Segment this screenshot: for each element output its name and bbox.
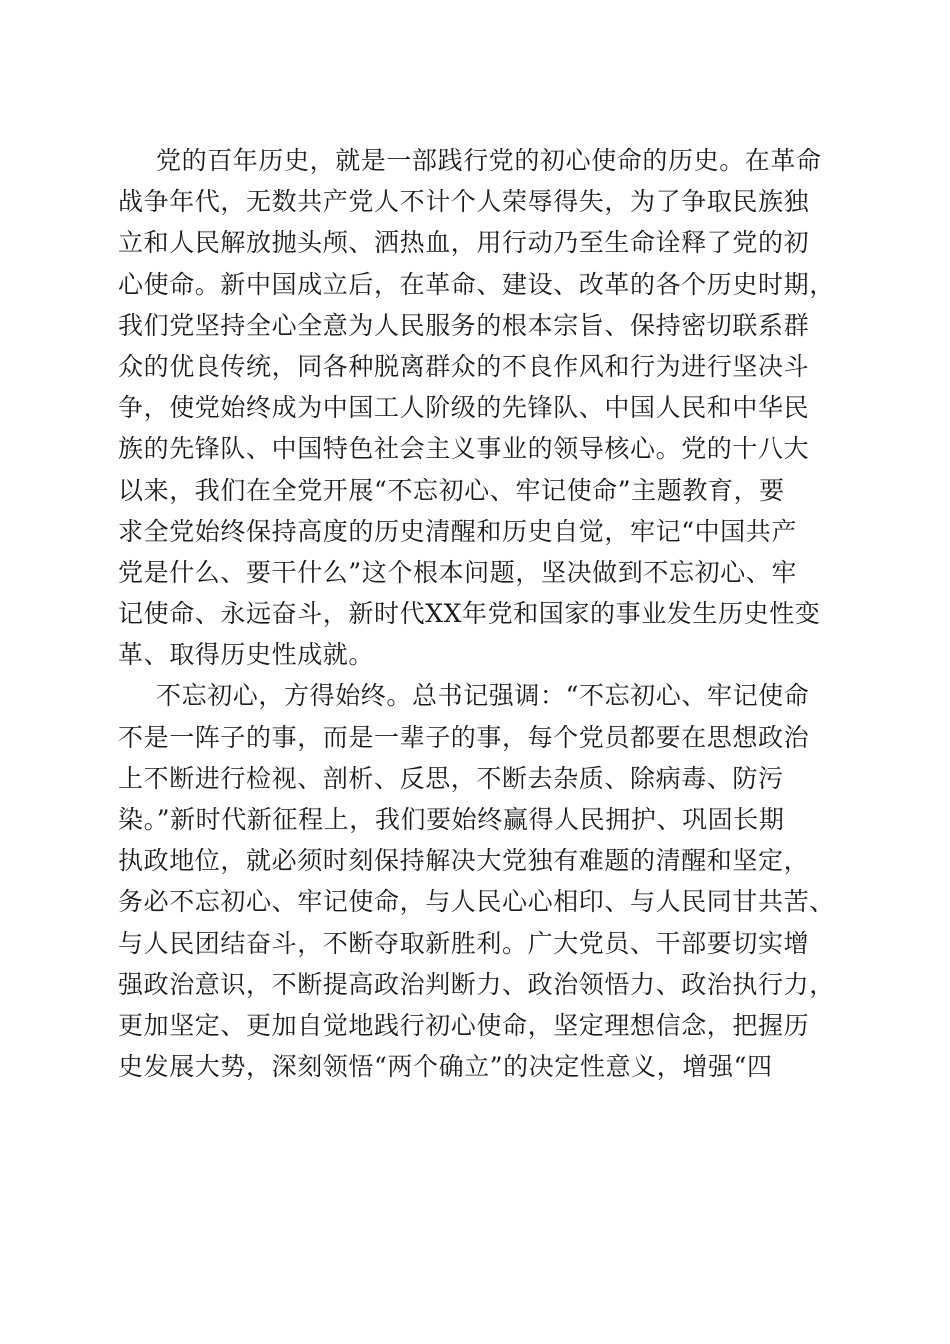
text-line: 与人民团结奋斗，不断夺取新胜利。广大党员、干部要切实增 [118, 928, 810, 958]
text-line: 求全党始终保持高度的历史清醒和历史自觉，牢记“中国共产 [118, 516, 797, 546]
text-line: 不是一阵子的事，而是一辈子的事，每个党员都要在思想政治 [118, 722, 810, 752]
text-line: 心使命。新中国成立后，在革命、建设、改革的各个历史时期， [118, 269, 835, 299]
text-line: 不忘初心，方得始终。总书记强调：“不忘初心、牢记使命 [156, 681, 810, 711]
text-line: 上不断进行检视、剖析、反思，不断去杂质、除病毒、防污 [118, 763, 784, 793]
text-line: 更加坚定、更加自觉地践行初心使命，坚定理想信念，把握历 [118, 1010, 810, 1040]
text-line: 战争年代，无数共产党人不计个人荣辱得失，为了争取民族独 [118, 187, 810, 217]
text-line: 众的优良传统，同各种脱离群众的不良作风和行为进行坚决斗 [118, 351, 810, 381]
text-line: 以来，我们在全党开展“不忘初心、牢记使命”主题教育，要 [118, 475, 785, 505]
text-line: 执政地位，就必须时刻保持解决大党独有难题的清醒和坚定， [118, 846, 810, 876]
text-line: 族的先锋队、中国特色社会主义事业的领导核心。党的十八大 [118, 434, 810, 464]
text-line: 强政治意识，不断提高政治判断力、政治领悟力、政治执行力， [118, 969, 835, 999]
text-line: 染。”新时代新征程上，我们要始终赢得人民拥护、巩固长期 [118, 805, 785, 834]
text-line: 革、取得历史性成就。 [118, 640, 375, 670]
text-line: 党的百年历史，就是一部践行党的初心使命的历史。在革命 [156, 146, 822, 175]
paragraph-1 [118, 140, 835, 675]
text-line: 务必不忘初心、牢记使命，与人民心心相印、与人民同甘共苦、 [118, 887, 835, 917]
text-line: 记使命、永远奋斗，新时代XX年党和国家的事业发生历史性变 [118, 599, 821, 629]
text-line: 立和人民解放抛头颅、洒热血，用行动乃至生命诠释了党的初 [118, 228, 810, 258]
text-line: 史发展大势，深刻领悟“两个确立”的决定性意义，增强“四 [118, 1052, 773, 1082]
document-body [118, 140, 835, 1087]
text-line: 我们党坚持全心全意为人民服务的根本宗旨、保持密切联系群 [118, 310, 810, 340]
text-line: 党是什么、要干什么”这个根本问题，坚决做到不忘初心、牢 [118, 557, 797, 587]
text-line: 争，使党始终成为中国工人阶级的先锋队、中国人民和中华民 [118, 393, 810, 423]
paragraph-2 [118, 675, 835, 1087]
